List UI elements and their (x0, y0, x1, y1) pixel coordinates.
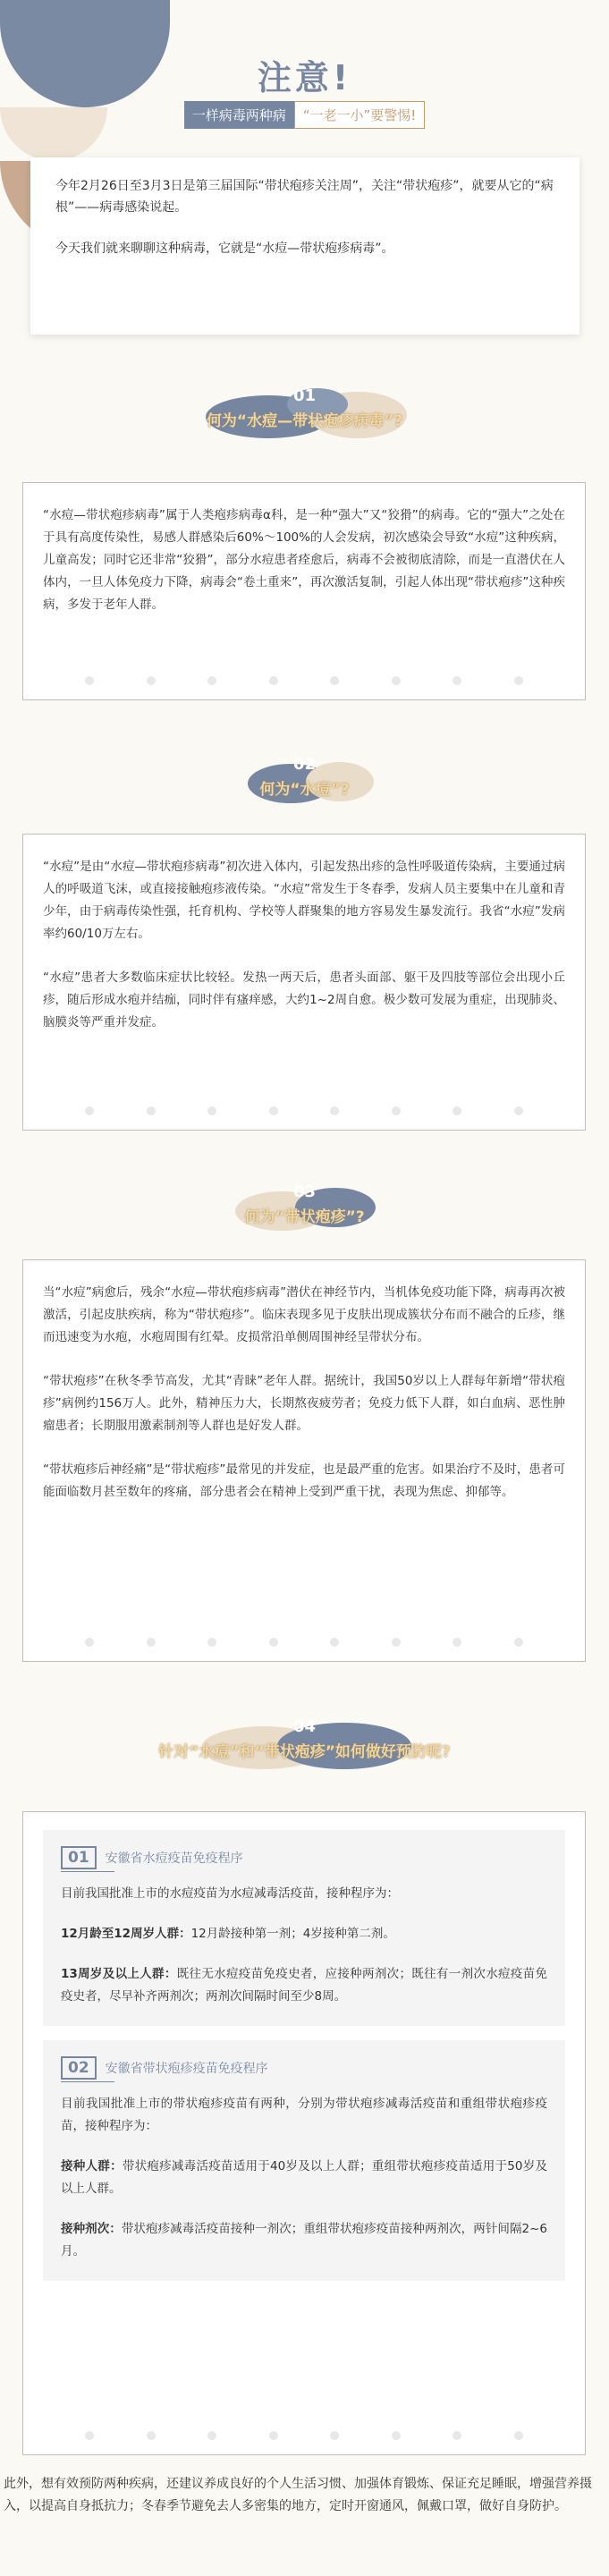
panel-head (61, 2056, 547, 2080)
section-02-card (22, 834, 586, 1131)
section-01-card (22, 482, 586, 700)
section-02-number: 02 (292, 755, 317, 774)
vaccine-panel-zoster (43, 2040, 565, 2281)
panel-number: 02 (61, 2056, 97, 2080)
panel-item: 接种人群：带状疱疹减毒活疫苗适用于40岁及以上人群；重组带状疱疹疫苗适用于50岁及以上人群。 (61, 2159, 548, 2196)
card-dots (23, 1106, 585, 1115)
section-02-paragraph-1: “水痘”是由“水痘—带状疱疹病毒”初次进入体内，引起发热出疹的急性呼吸道传染病，主要通过病人的呼吸道飞沫，或直接接触疱疹液传染。“水痘”常发生于冬春季，发病人员主要集中在儿童和青少年，由于病毒传染性强，托育机构、学校等人群聚集的地方容易发生暴发流行。我省“水痘”发病率约60/10万左右。 (43, 860, 565, 941)
subtitle-left: 一样病毒两种病 (184, 101, 294, 129)
card-dots (23, 676, 585, 685)
section-01-title: 何为“水痘—带状疱疹病毒”? (206, 412, 403, 430)
card-dots (23, 2431, 585, 2440)
intro-paragraph-1: 今年2月26日至3月3日是第三届国际“带状疱疹关注周”，关注“带状疱疹”，就要从它的“病根”——病毒感染说起。 (55, 179, 554, 215)
section-03-heading (0, 1182, 609, 1226)
section-04-heading (0, 1717, 609, 1761)
section-03-paragraph-2: “带状疱疹”在秋冬季节高发，尤其“青睐”老年人群。据统计，我国50岁以上人群每年新增“带状疱疹”病例约156万人。此外，精神压力大，长期熬夜疲劳者；免疫力低下人群，如白血病、恶性肿瘤患者；长期服用激素制剂等人群也是好发人群。 (43, 1374, 565, 1433)
panel-item: 12月龄至12周岁人群：12月龄接种第一剂；4岁接种第二剂。 (61, 1927, 395, 1941)
section-03-number: 03 (292, 1182, 317, 1201)
section-04-title: 针对“水痘”和“带状疱疹”如何做好预防呢? (158, 1743, 451, 1761)
section-04-card (22, 1811, 586, 2455)
section-01-paragraph-1: “水痘—带状疱疹病毒”属于人类疱疹病毒α科，是一种“强大”又“狡猾”的病毒。它的“强大”之处在于具有高度传染性，易感人群感染后60%～100%的人会发病，初次感染会导致“水痘”这种疾病，儿童高发；同时它还非常“狡猾”，部分水痘患者痊愈后，病毒不会被彻底清除，而是一直潜伏在人体内，一旦人体免疫力下降，病毒会“卷土重来”，再次激活复制，引起人体出现“带状疱疹”这种疾病，多发于老年人群。 (43, 508, 565, 612)
section-02-paragraph-2: “水痘”患者大多数临床症状比较轻。发热一两天后，患者头面部、躯干及四肢等部位会出现小丘疹，随后形成水疱并结痂，同时伴有瘙痒感，大约1~2周自愈。极少数可发展为重症，出现肺炎、脑膜炎等严重并发症。 (43, 970, 565, 1030)
section-03-card (22, 1259, 586, 1662)
panel-divider (61, 2081, 114, 2082)
subtitle-row (0, 101, 609, 129)
page-title: 注意! (257, 58, 352, 97)
panel-number: 01 (61, 1846, 97, 1869)
panel-title: 安徽省带状疱疹疫苗免疫程序 (105, 2062, 268, 2076)
intro-box (30, 157, 579, 335)
section-03-title: 何为“带状疱疹”? (244, 1208, 365, 1226)
section-02-title: 何为“水痘”? (259, 781, 350, 799)
panel-title: 安徽省水痘疫苗免疫程序 (105, 1852, 243, 1866)
section-01-heading (0, 386, 609, 430)
panel-intro: 目前我国批准上市的水痘疫苗为水痘减毒活疫苗，接种程序为： (61, 1886, 399, 1901)
card-dots (23, 1638, 585, 1647)
panel-head (61, 1846, 547, 1869)
section-03-paragraph-3: “带状疱疹后神经痛”是“带状疱疹”最常见的并发症，也是最严重的危害。如果治疗不及时，患者可能面临数月甚至数年的疼痛，部分患者会在精神上受到严重干扰，表现为焦虑、抑郁等。 (43, 1462, 565, 1499)
panel-item: 13周岁及以上人群：既往无水痘疫苗免疫史者，应接种两剂次；既往有一剂次水痘疫苗免疫史者，尽早补齐两剂次；两剂次间隔时间至少8周。 (61, 1967, 547, 2004)
subtitle-right: “一老一小”要警惕! (294, 101, 426, 129)
footer-paragraph: 此外，想有效预防两种疾病，还建议养成良好的个人生活习惯、加强体育锻炼、保证充足睡眠，增强营养摄入，以提高自身抵抗力；冬春季节避免去人多密集的地方，定时开窗通风，佩戴口罩，做好自身防护。 (4, 2477, 592, 2513)
section-03-paragraph-1: 当“水痘”病愈后，残余“水痘—带状疱疹病毒”潜伏在神经节内，当机体免疫功能下降，病毒再次被激活，引起皮肤疾病，称为“带状疱疹”。临床表现多见于皮肤出现成簇状分布而不融合的丘疹，继而迅速变为水疱，水疱周围有红晕。皮损常沿单侧周围神经呈带状分布。 (43, 1285, 565, 1344)
panel-item: 接种剂次：带状疱疹减毒活疫苗接种一剂次；重组带状疱疹疫苗接种两剂次，两针间隔2~6月。 (61, 2222, 548, 2258)
panel-intro: 目前我国批准上市的带状疱疹疫苗有两种，分别为带状疱疹减毒活疫苗和重组带状疱疹疫苗，接种程序为： (61, 2097, 547, 2133)
section-02-heading (0, 755, 609, 799)
section-04-number: 04 (292, 1717, 317, 1736)
intro-paragraph-2: 今天我们就来聊聊这种病毒，它就是“水痘—带状疱疹病毒”。 (55, 242, 394, 256)
vaccine-panel-varicella (43, 1830, 565, 2026)
section-01-number: 01 (292, 386, 317, 405)
panel-divider (61, 1871, 114, 1872)
